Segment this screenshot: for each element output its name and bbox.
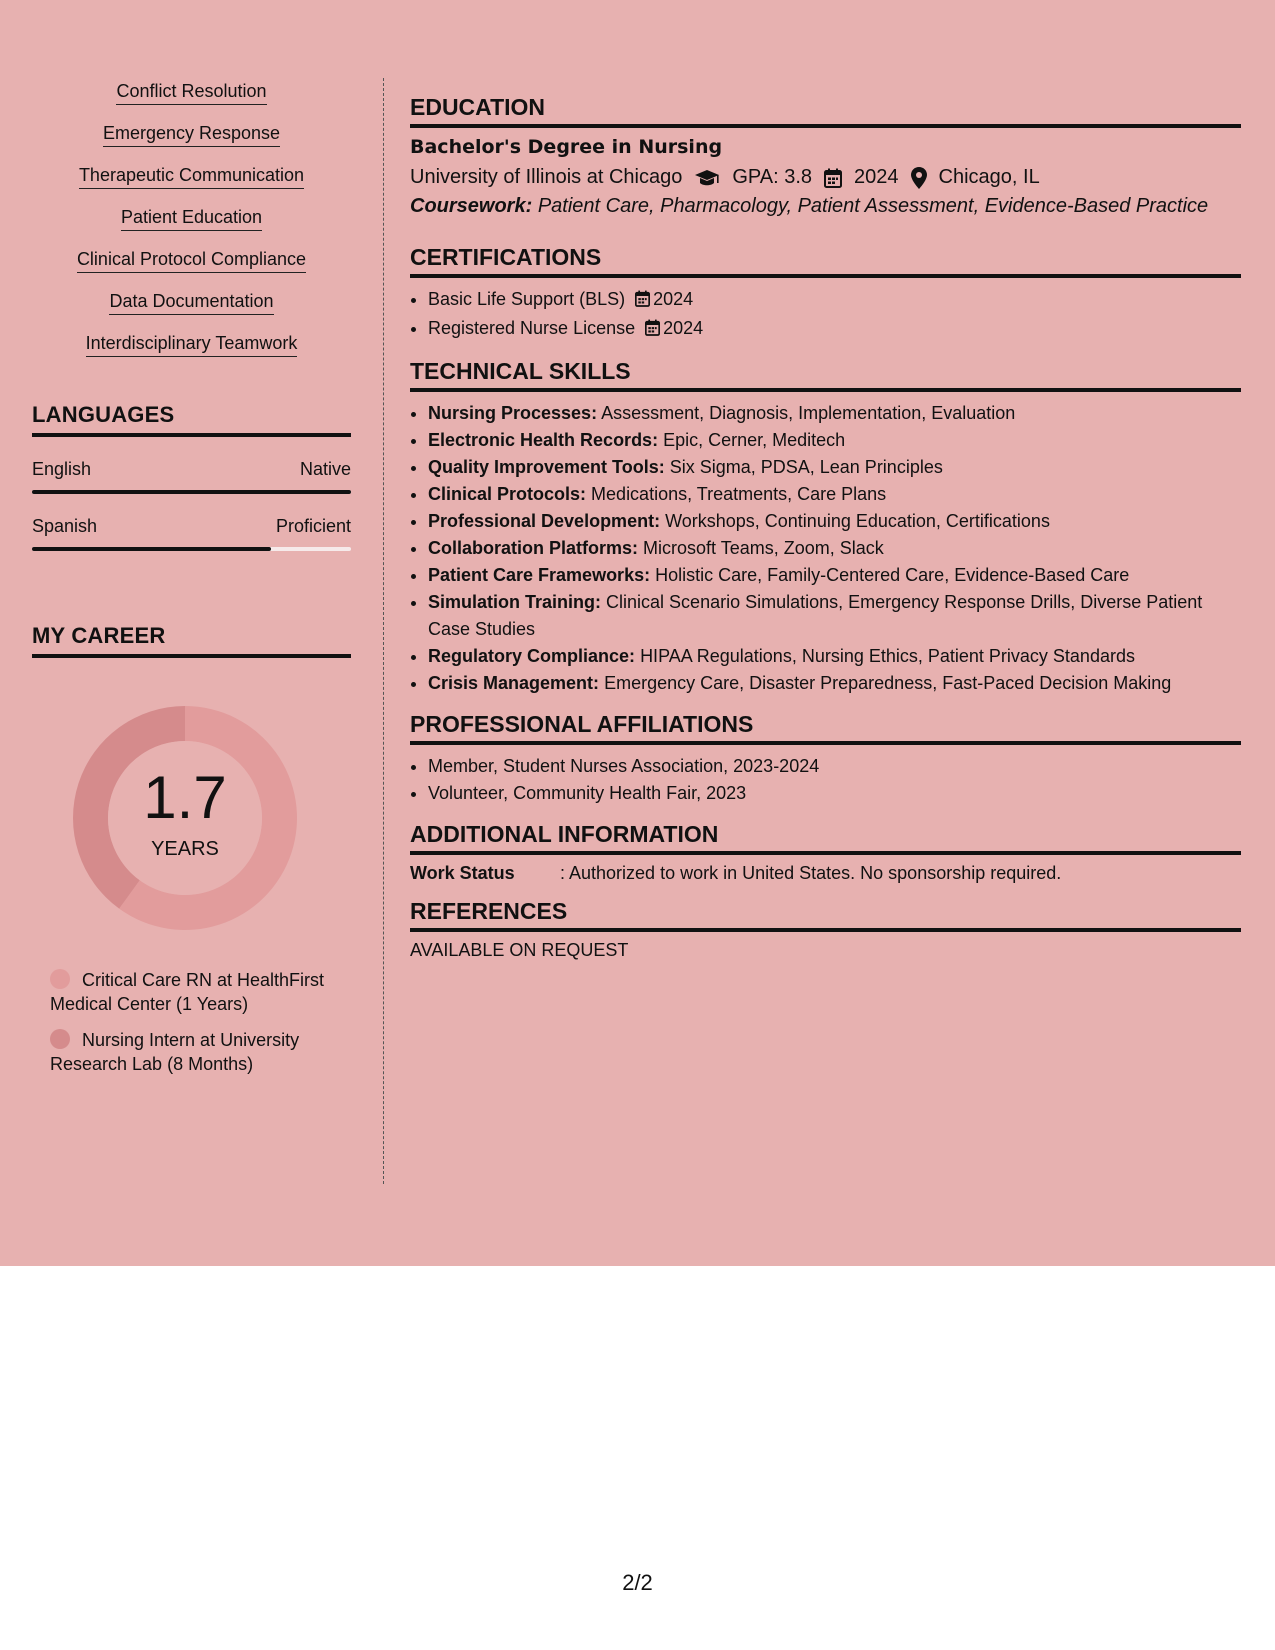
degree-name: Bachelor's Degree in Nursing [410,136,723,158]
skills-list [32,78,351,372]
education-details [410,166,1241,189]
language-bar [32,547,351,551]
skill-item: Emergency Response [103,120,280,147]
career-legend [50,968,330,1076]
certification-item [428,286,1241,315]
career-unit: YEARS [151,838,219,860]
certification-name: Registered Nurse License [428,318,636,338]
skill-value: Microsoft Teams, Zoom, Slack [643,538,884,558]
legend-dot-icon [50,1029,70,1049]
career-total: 1.7 [143,764,227,831]
technical-skill-item [428,562,1241,589]
technical-skills-list [410,400,1241,697]
affiliation-item: • Member, Student Nurses Association, 2023-2024 [428,753,1241,780]
languages-section [32,402,351,551]
language-name: Spanish [32,516,98,536]
skill-label: Patient Care Frameworks: [428,565,651,585]
language-bar [32,490,351,494]
references-title: REFERENCES [410,898,1241,932]
work-status-row [410,863,1241,884]
technical-skill-item [428,508,1241,535]
graduation-cap-icon [694,168,720,188]
graduation-year: 2024 [854,166,899,188]
skill-value: Six Sigma, PDSA, Lean Principles [669,457,943,477]
career-section [32,623,351,1076]
languages-title: LANGUAGES [32,402,351,437]
skill-item: Patient Education [121,204,262,231]
column-divider [383,78,384,1184]
calendar-icon [645,317,660,344]
language-bar-fill [32,547,271,551]
coursework-label: Coursework: [410,195,533,217]
skill-label: Quality Improvement Tools: [428,457,665,477]
skill-label: Professional Development: [428,511,661,531]
certification-item [428,315,1241,344]
education-title: EDUCATION [410,94,1241,128]
certification-year: 2024 [663,318,704,338]
skill-label: Electronic Health Records: [428,430,659,450]
skill-value: Emergency Care, Disaster Preparedness, Fast-Paced Decision Making [604,673,1172,693]
skill-label: Crisis Management: [428,673,600,693]
technical-skill-item [428,454,1241,481]
skill-value: Workshops, Continuing Education, Certifications [665,511,1050,531]
coursework [410,195,1241,218]
right-column [410,94,1241,975]
certifications-title: CERTIFICATIONS [410,244,1241,278]
technical-skill-item [428,427,1241,454]
certifications-list [410,286,1241,344]
certification-name: Basic Life Support (BLS) [428,289,626,309]
work-status-label: Work Status [410,863,515,883]
affiliations-section [410,711,1241,807]
career-donut-chart [65,698,305,938]
school-name: University of Illinois at Chicago [410,166,683,188]
skill-label: Simulation Training: [428,592,602,612]
skill-item: Conflict Resolution [116,78,266,105]
language-bar-fill [32,490,351,494]
affiliations-title: PROFESSIONAL AFFILIATIONS [410,711,1241,745]
career-title: MY CAREER [32,623,351,658]
additional-info-section [410,821,1241,884]
additional-info-title: ADDITIONAL INFORMATION [410,821,1241,855]
references-section [410,898,1241,961]
skill-label: Nursing Processes: [428,403,598,423]
skill-label: Clinical Protocols: [428,484,587,504]
career-legend-label: Nursing Intern at University Research Lab (8 Months) [50,1030,300,1074]
technical-skill-item [428,481,1241,508]
calendar-icon [635,288,650,315]
technical-skill-item [428,400,1241,427]
left-column [32,78,351,1088]
calendar-icon [824,168,842,188]
skill-label: Regulatory Compliance: [428,646,636,666]
skill-value: Holistic Care, Family-Centered Care, Evidence-Based Care [655,565,1130,585]
skill-item: Therapeutic Communication [79,162,304,189]
education-section [410,94,1241,218]
technical-skills-title: TECHNICAL SKILLS [410,358,1241,392]
skill-value: Assessment, Diagnosis, Implementation, Evaluation [601,403,1016,423]
career-legend-item [50,1028,330,1076]
language-name: English [32,459,92,479]
skill-value: Medications, Treatments, Care Plans [591,484,887,504]
career-legend-item [50,968,330,1016]
language-level: Proficient [275,516,351,536]
certification-year: 2024 [653,289,694,309]
technical-skill-item [428,643,1241,670]
skill-item: Interdisciplinary Teamwork [86,330,298,357]
skill-value: Epic, Cerner, Meditech [663,430,846,450]
references-text: AVAILABLE ON REQUEST [410,940,629,960]
affiliation-item: • Volunteer, Community Health Fair, 2023 [428,780,1241,807]
technical-skills-section [410,358,1241,697]
location-pin-icon [911,167,927,189]
work-status-value: : Authorized to work in United States. No sponsorship required. [560,863,1062,883]
skill-value: Clinical Scenario Simulations, Emergency Response Drills, Diverse Patient Case Studies [428,592,1203,639]
career-legend-label: Critical Care RN at HealthFirst Medical Center (1 Years) [50,970,325,1014]
skill-label: Collaboration Platforms: [428,538,639,558]
skill-item: Data Documentation [109,288,273,315]
affiliations-list [410,753,1241,807]
technical-skill-item [428,535,1241,562]
certifications-section [410,244,1241,344]
page-number: 2/2 [622,1570,653,1595]
language-row [32,459,351,480]
technical-skill-item [428,589,1241,643]
language-row [32,516,351,537]
legend-dot-icon [50,969,70,989]
school-location: Chicago, IL [938,166,1040,188]
gpa: GPA: 3.8 [732,166,813,188]
technical-skill-item [428,670,1241,697]
skill-value: HIPAA Regulations, Nursing Ethics, Patient Privacy Standards [640,646,1135,666]
coursework-value: Patient Care, Pharmacology, Patient Assessment, Evidence-Based Practice [537,195,1209,217]
language-level: Native [299,459,351,479]
skill-item: Clinical Protocol Compliance [77,246,306,273]
